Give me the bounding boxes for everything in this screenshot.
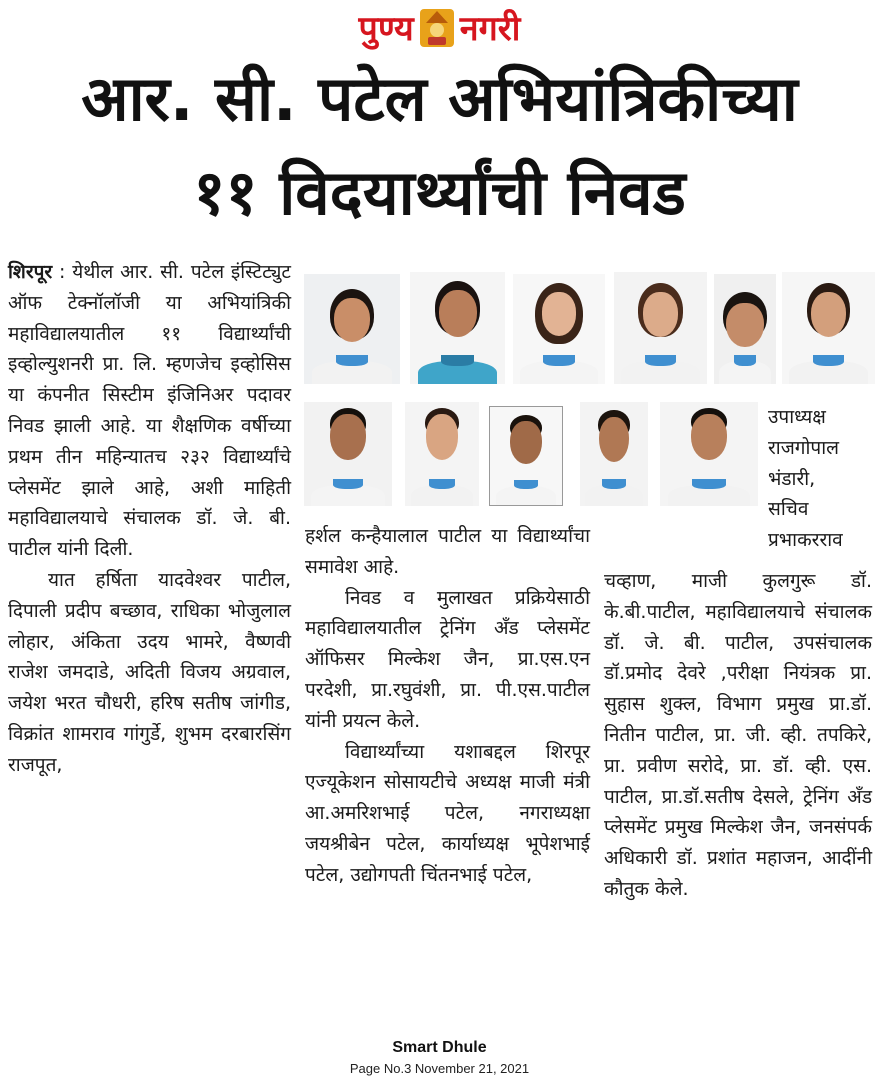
column3-line-2: राजगोपाल: [768, 436, 840, 459]
column2-para-2: निवड व मुलाखत प्रक्रियेसाठी महाविद्यालयातील ट्रेनिंग अँड प्लेसमेंट ऑफिसर मिल्केश जैन, प्रा.एस.एन परदेशी, प्रा.रघुवंशी, प्रा. पी.एस.पाटील यांनी प्रयत्न केले.: [305, 586, 590, 732]
student-photo-4: [614, 272, 707, 384]
article-column-2: [305, 521, 590, 891]
student-photo-7: [304, 402, 392, 506]
column2-para-3: विद्यार्थ्यांच्या यशाबद्दल शिरपूर एज्यूकेशन सोसायटीचे अध्यक्ष माजी मंत्री आ.अमरिशभाई पटेल, नगराध्यक्षा जयश्रीबेन पटेल, कार्याध्यक्ष भूपेशभाई पटेल, उद्योगपती चिंतनभाई पटेल,: [305, 740, 590, 886]
student-photo-5: [714, 274, 776, 384]
masthead-logo: [359, 4, 521, 50]
article-column-3-top: [768, 402, 873, 556]
student-photo-11: [660, 402, 758, 506]
column1-para-1-text: : येथील आर. सी. पटेल इंस्टिट्युट ऑफ टेक्नॉलॉजी या अभियांत्रिकी महाविद्यालयातील ११ विद्यार्थ्यांची इव्होल्युशनरी प्रा. लि. म्हणजेच इव्होसिस या कंपनीत सिस्टीम इंजिनिअर पदावर निवड झाली आहे. या शैक्षणिक वर्षीच्या प्रथम तीन महिन्यातच २३२ विद्यार्थ्यांचे प्लेसमेंट झाले आहे, अशी माहिती महाविद्यालयाचे संचालक डॉ. जे. बी. पाटील यांनी दिली.: [8, 261, 291, 561]
column3-line-3: भंडारी,: [768, 467, 816, 490]
footer-source: Smart Dhule: [392, 1039, 487, 1056]
column1-para-1: [8, 257, 291, 565]
column3-line-5: प्रभाकरराव: [768, 529, 843, 552]
headline-line-2: ११ विदयार्थ्यांची निवड: [193, 156, 686, 229]
dateline: शिरपूर: [8, 261, 53, 283]
masthead: [0, 4, 879, 54]
masthead-right-text: नगरी: [459, 9, 521, 49]
student-photo-2: [410, 272, 505, 384]
masthead-left-text: पुण्य: [358, 9, 414, 49]
article-column-3: [604, 566, 872, 905]
footer-page-info: Page No.3 November 21, 2021: [349, 1061, 530, 1076]
headline-line-1: आर. सी. पटेल अभियांत्रिकीच्या: [81, 62, 798, 135]
column3-line-1: उपाध्यक्ष: [768, 406, 826, 428]
student-photo-8: [405, 402, 479, 506]
article-column-1: [8, 257, 291, 781]
column1-para-2: यात हर्षिता यादवेश्वर पाटील, दिपाली प्रदीप बच्छाव, राधिका भोजुलाल लोहार, अंकिता उदय भामरे, वैष्णवी राजेश जमदाडे, अदिती विजय अग्रवाल, जयेश भरत चौधरी, हरिष सतीष जांगीड, विक्रांत शामराव गांगुर्डे, शुभम दरबारसिंग राजपूत,: [8, 568, 291, 776]
column2-para-1: हर्शल कन्हैयालाल पाटील या विद्यार्थ्यांचा समावेश आहे.: [305, 525, 590, 578]
column3-line-4: सचिव: [768, 498, 809, 521]
temple-deity-icon: [418, 5, 456, 49]
student-photo-6: [782, 272, 875, 384]
student-photo-1: [304, 274, 400, 384]
student-photo-9: [489, 406, 563, 506]
student-photo-10: [580, 402, 648, 506]
column3-para: चव्हाण, माजी कुलगुरू डॉ. के.बी.पाटील, महाविद्यालयाचे संचालक डॉ. जे. बी. पाटील, उपसंचालक डॉ.प्रमोद देवरे ,परीक्षा नियंत्रक प्रा. सुहास शुक्ल, विभाग प्रमुख प्रा.डॉ. नितीन पाटील, प्रा. जी. व्ही. तपकिरे, प्रा. प्रवीण सरोदे, प्रा. डॉ. व्ही. एस. पाटील, प्रा.डॉ.सतीष देसले, ट्रेनिंग अँड प्लेसमेंट प्रमुख मिल्केश जैन, जनसंपर्क अधिकारी डॉ. प्रशांत महाजन, आदींनी कौतुक केले.: [604, 570, 872, 900]
student-photo-3: [513, 274, 605, 384]
